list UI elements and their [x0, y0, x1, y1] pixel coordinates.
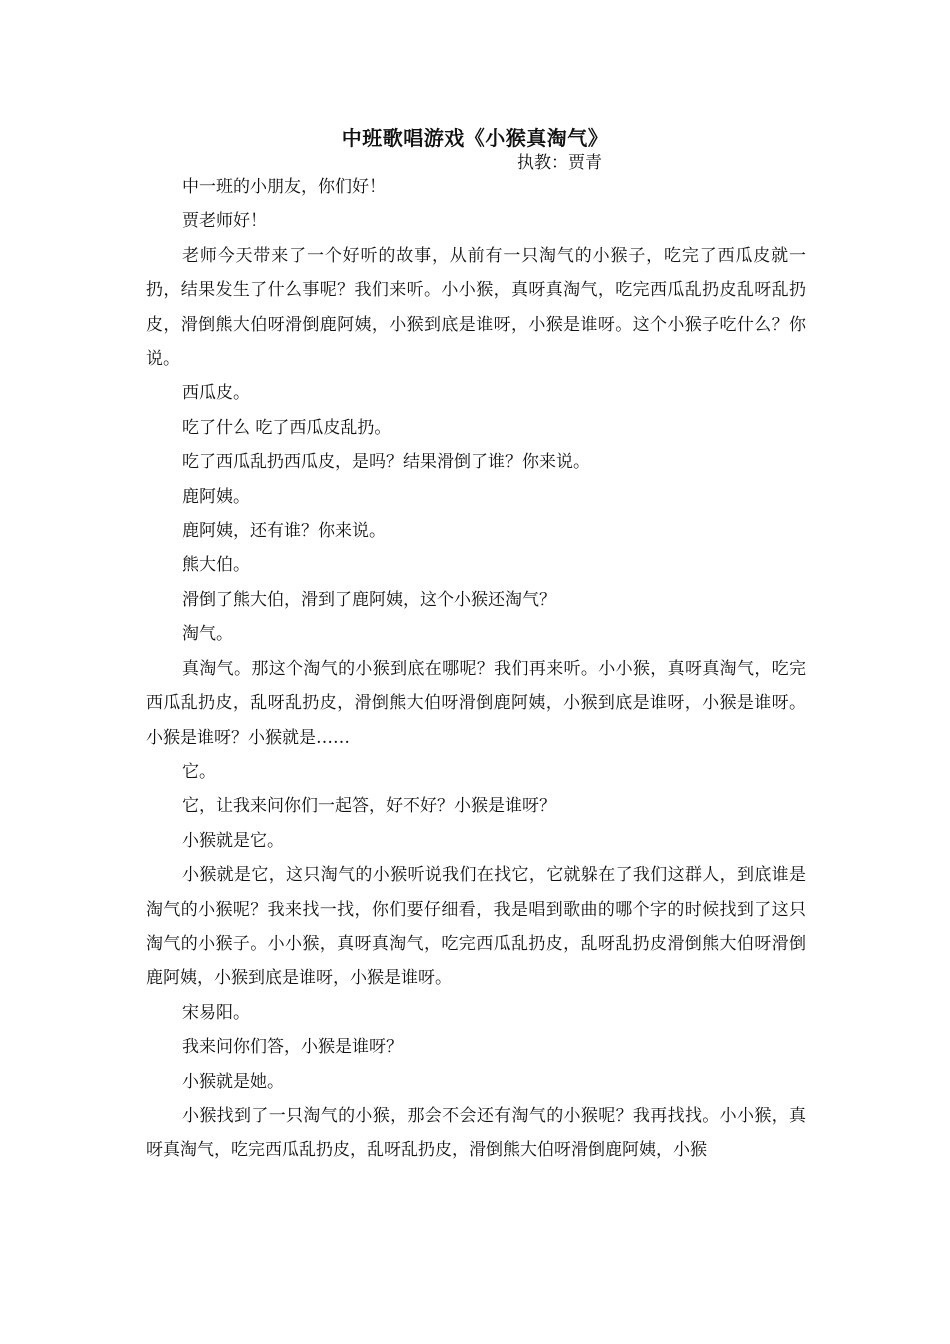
paragraph: 小猴就是它。 [182, 830, 284, 851]
paragraph: 滑倒了熊大伯，滑到了鹿阿姨，这个小猴还淘气？ [182, 589, 556, 610]
paragraph: 它，让我来问你们一起答，好不好？小猴是谁呀？ [182, 796, 556, 817]
paragraph: 淘气。 [182, 624, 233, 645]
paragraph: 真淘气。那这个淘气的小猴到底在哪呢？我们再来听。小小猴，真呀真淘气，吃完西瓜乱扔皮，乱呀乱扔皮，滑倒熊大伯呀滑倒鹿阿姨，小猴到底是谁呀，小猴是谁呀。小猴是谁呀？小猴就是…… [146, 658, 806, 748]
document-body [146, 170, 806, 1168]
paragraph: 宋易阳。 [182, 1002, 250, 1023]
paragraph: 小猴找到了一只淘气的小猴，那会不会还有淘气的小猴呢？我再找找。小小猴，真呀真淘气，吃完西瓜乱扔皮，乱呀乱扔皮，滑倒熊大伯呀滑倒鹿阿姨，小猴 [146, 1105, 806, 1161]
paragraph: 西瓜皮。 [182, 383, 250, 404]
paragraph: 老师今天带来了一个好听的故事，从前有一只淘气的小猴子，吃完了西瓜皮就一扔，结果发生了什么事呢？我们来听。小小猴，真呀真淘气，吃完西瓜乱扔皮乱呀乱扔皮，滑倒熊大伯呀滑倒鹿阿姨，小猴到底是谁呀，小猴是谁呀。这个小猴子吃什么？你说。 [146, 245, 806, 370]
paragraph: 我来问你们答，小猴是谁呀？ [182, 1037, 403, 1058]
paragraph: 鹿阿姨，还有谁？你来说。 [182, 521, 386, 542]
document-title: 中班歌唱游戏《小猴真淘气》 [341, 126, 609, 150]
paragraph: 吃了什么 吃了西瓜皮乱扔。 [182, 417, 392, 438]
author-line: 执教：贾青 [517, 153, 602, 173]
paragraph: 熊大伯。 [182, 555, 250, 576]
paragraph: 中一班的小朋友，你们好！ [182, 177, 386, 197]
paragraph: 它。 [182, 761, 216, 782]
paragraph: 鹿阿姨。 [182, 486, 250, 507]
paragraph: 贾老师好！ [182, 211, 267, 232]
paragraph: 吃了西瓜乱扔西瓜皮，是吗？结果滑倒了谁？你来说。 [182, 452, 590, 473]
paragraph: 小猴就是她。 [182, 1071, 284, 1092]
paragraph: 小猴就是它，这只淘气的小猴听说我们在找它，它就躲在了我们这群人，到底谁是淘气的小猴呢？我来找一找，你们要仔细看，我是唱到歌曲的哪个字的时候找到了这只淘气的小猴子。小小猴，真呀真淘气，吃完西瓜乱扔皮，乱呀乱扔皮滑倒熊大伯呀滑倒鹿阿姨，小猴到底是谁呀，小猴是谁呀。 [146, 865, 806, 989]
